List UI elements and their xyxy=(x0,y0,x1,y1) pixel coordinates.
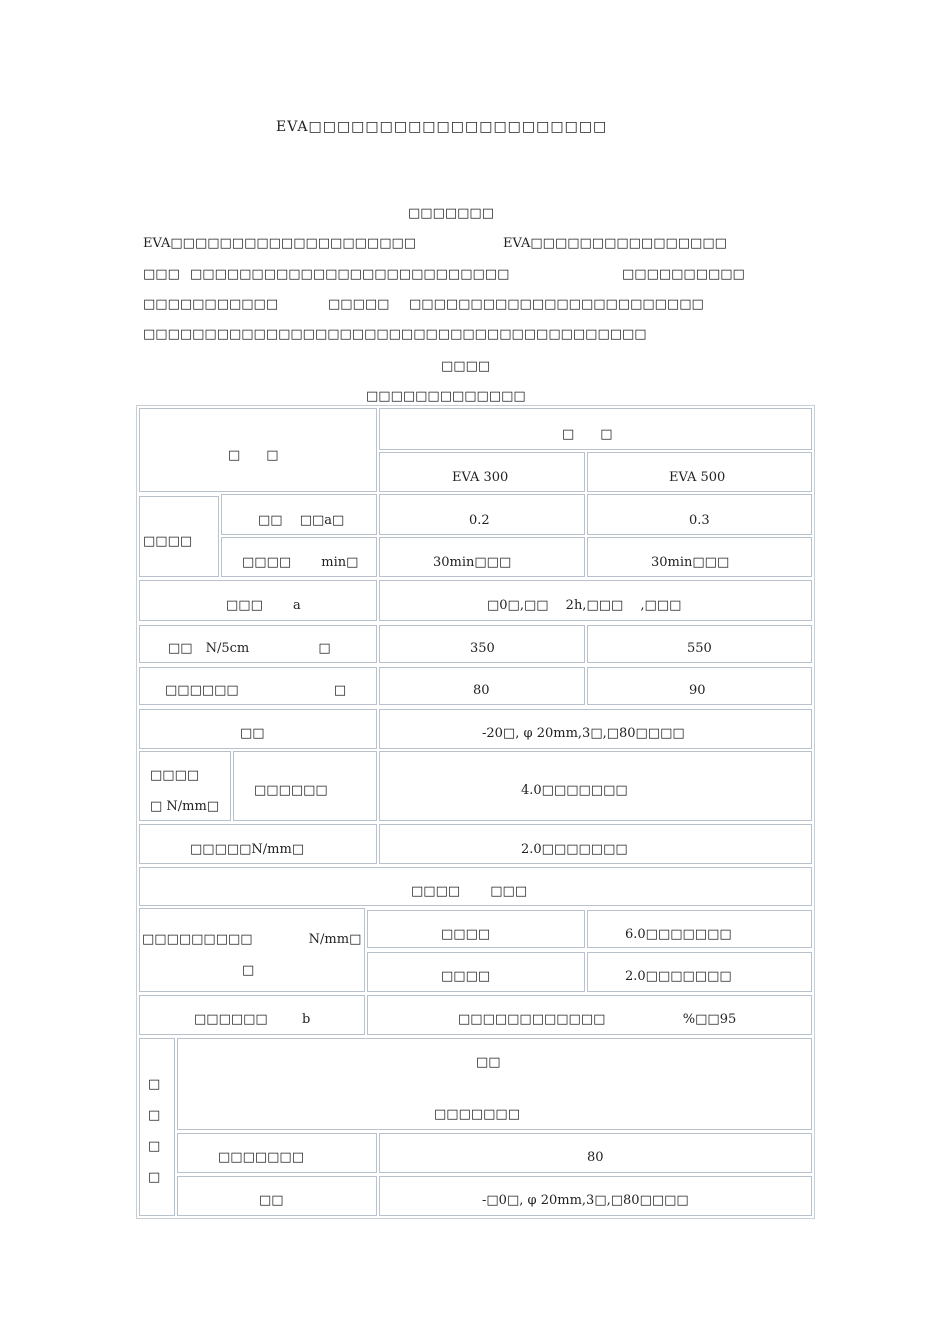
r4-v1: 350 xyxy=(470,641,495,656)
r3-label: □□□ a xyxy=(226,598,301,613)
r4-label: □□ N/5cm □ xyxy=(168,641,331,656)
r1-v2: 0.3 xyxy=(689,513,710,528)
r14-label: □□ xyxy=(259,1193,284,1208)
r5-label: □□□□□□ □ xyxy=(165,683,347,698)
r10a-label: □□□□ xyxy=(441,927,491,942)
r13-label: □□□□□□□ xyxy=(218,1150,304,1165)
section-heading: □□□□□□□ xyxy=(408,206,494,221)
r12-line1: □□ xyxy=(476,1055,501,1070)
r10a-value: 6.0□□□□□□□ xyxy=(625,927,732,942)
group1-label: □□□□ xyxy=(143,534,193,549)
paragraph-line-1b: EVA□□□□□□□□□□□□□□□□ xyxy=(503,236,727,251)
r7-group-line1: □□□□ xyxy=(150,768,200,783)
r1-v1: 0.2 xyxy=(469,513,490,528)
r7-label: □□□□□□ xyxy=(254,783,328,798)
header-col2: EVA 500 xyxy=(669,470,726,485)
r9-span: □□□□ □□□ xyxy=(411,884,528,899)
r6-label: □□ xyxy=(240,726,265,741)
header-index: □ □ xyxy=(562,427,613,442)
r8-value: 2.0□□□□□□□ xyxy=(521,842,628,857)
paragraph-line-1a: EVA□□□□□□□□□□□□□□□□□□□□ xyxy=(143,236,417,251)
r4-v2: 550 xyxy=(687,641,712,656)
r12-group-char-4: □ xyxy=(148,1170,161,1185)
r12-line2: □□□□□□□ xyxy=(434,1107,520,1122)
header-item: □ □ xyxy=(228,448,279,463)
paragraph-line-3b: □□□□□ xyxy=(328,297,390,312)
r2-v2: 30min□□□ xyxy=(651,555,730,570)
r8-label: □□□□□N/mm□ xyxy=(190,842,305,857)
paragraph-line-3c: □□□□□□□□□□□□□□□□□□□□□□□□ xyxy=(409,297,704,312)
r3-value: □0□,□□ 2h,□□□ ,□□□ xyxy=(487,598,682,613)
document-title: EVA□□□□□□□□□□□□□□□□□□□□□ xyxy=(276,119,608,135)
r11-value: □□□□□□□□□□□□ %□□95 xyxy=(458,1012,737,1027)
r14-value: -□0□, φ 20mm,3□,□80□□□□ xyxy=(482,1193,689,1208)
header-col1: EVA 300 xyxy=(452,470,509,485)
r7-value: 4.0□□□□□□□ xyxy=(521,783,628,798)
r5-v2: 90 xyxy=(689,683,706,698)
table-title: □□□□□□□□□□□□□ xyxy=(366,389,526,404)
r1-label: □□ □□a□ xyxy=(258,513,345,528)
table-number: □□□□ xyxy=(441,359,491,374)
r2-label: □□□□ min□ xyxy=(242,555,359,570)
r12-group-char-2: □ xyxy=(148,1108,161,1123)
r12-group-char-1: □ xyxy=(148,1077,161,1092)
r10-label: □□□□□□□□□ N/mm□ xyxy=(142,932,362,947)
r10b-value: 2.0□□□□□□□ xyxy=(625,969,732,984)
r10-label-unit: □ xyxy=(242,963,255,978)
r7-group-line2: □ N/mm□ xyxy=(150,799,220,814)
r6-value: -20□, φ 20mm,3□,□80□□□□ xyxy=(482,726,685,741)
paragraph-line-3a: □□□□□□□□□□□ xyxy=(143,297,279,312)
paragraph-line-2a: □□□ xyxy=(143,267,180,282)
r11-label: □□□□□□ b xyxy=(194,1012,311,1027)
r10-label-cell xyxy=(139,908,365,992)
paragraph-line-2b: □□□□□□□□□□□□□□□□□□□□□□□□□□ xyxy=(190,267,510,282)
paragraph-line-4: □□□□□□□□□□□□□□□□□□□□□□□□□□□□□□□□□□□□□□□□□ xyxy=(143,327,647,342)
r5-v1: 80 xyxy=(473,683,490,698)
paragraph-line-2c: □□□□□□□□□□ xyxy=(622,267,745,282)
r10b-label: □□□□ xyxy=(441,969,491,984)
r12-group-char-3: □ xyxy=(148,1139,161,1154)
r13-value: 80 xyxy=(587,1150,604,1165)
r12-group-cell xyxy=(139,1038,175,1216)
r2-v1: 30min□□□ xyxy=(433,555,512,570)
